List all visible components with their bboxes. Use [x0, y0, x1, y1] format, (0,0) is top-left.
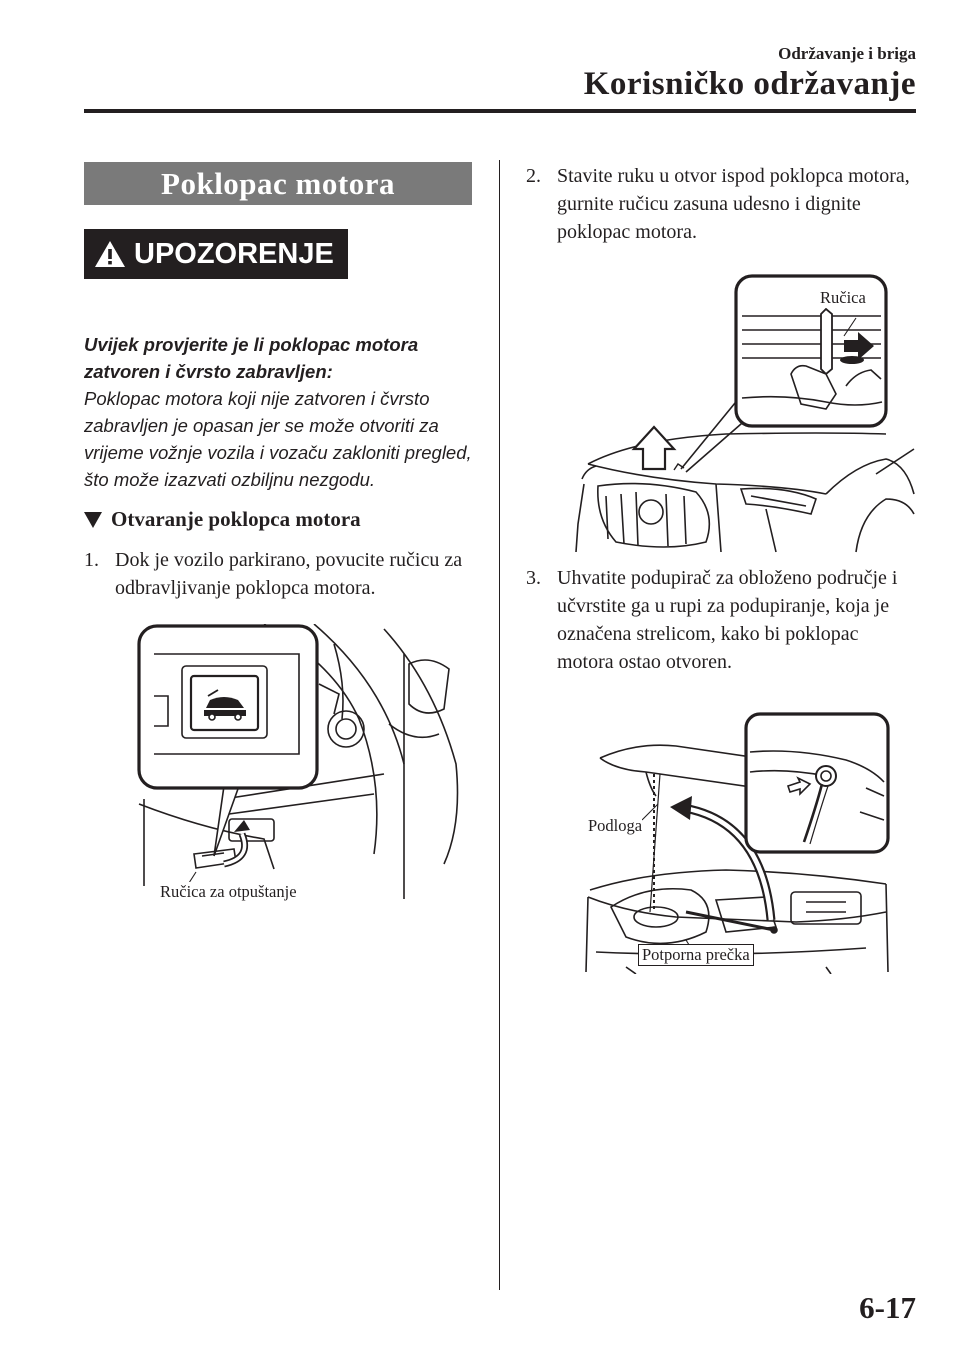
right-column [526, 162, 916, 974]
engine-bay-illustration [526, 712, 916, 974]
procedure-heading-text: Otvaranje poklopca motora [111, 507, 361, 531]
procedure-heading [84, 507, 472, 532]
dashboard-illustration [84, 624, 472, 909]
topic-title: Poklopac motora [161, 165, 395, 201]
step-number: 2. [526, 165, 541, 187]
warning-body: Poklopac motora koji nije zatvoren i čvrsto zabravljen je opasan jer se može otvoriti za vrijeme vožnje vozila i vozaču zakloniti pregled, što može izazvati ozbiljnu nezgodu. [84, 388, 472, 490]
step-text: Stavite ruku u otvor ispod poklopca motora, gurnite ručicu zasuna udesno i dignite poklopac motora. [557, 165, 910, 243]
triangle-bullet-icon [84, 512, 102, 528]
callout-release-lever: Ručica za otpuštanje [160, 882, 297, 901]
step-2 [526, 162, 916, 246]
figure-release-lever [84, 624, 472, 909]
left-column [84, 162, 472, 909]
callout-latch-lever: Ručica [820, 288, 866, 307]
warning-lead: Uvijek provjerite je li poklopac motora zatvoren i čvrsto zabravljen: [84, 334, 419, 382]
step-text: Uhvatite podupirač za obloženo područje i učvrstite ga u rupi za podupiranje, koja je označena strelicom, kako bi poklopac motora ostao otvoren. [557, 567, 898, 673]
section-title: Korisničko održavanje [583, 66, 916, 102]
step-text: Dok je vozilo parkirano, povucite ručicu za odbravljivanje poklopca motora. [115, 549, 463, 599]
chapter-title: Održavanje i briga [778, 44, 916, 63]
page-number: 6-17 [859, 1290, 916, 1325]
figure-hood-latch [526, 274, 916, 554]
callout-prop-rod: Potporna prečka [638, 944, 754, 966]
topic-title-band [84, 162, 472, 205]
step-number: 3. [526, 567, 541, 589]
callout-pad: Podloga [588, 816, 643, 835]
step-1 [84, 546, 472, 602]
car-front-illustration [526, 274, 916, 554]
warning-text [84, 331, 472, 493]
header-rule [84, 109, 916, 113]
step-3 [526, 564, 916, 676]
column-divider [499, 160, 500, 1290]
warning-badge [84, 229, 348, 279]
warning-label: UPOZORENJE [134, 237, 334, 270]
figure-prop-rod [526, 712, 916, 974]
step-number: 1. [84, 549, 99, 571]
warning-triangle-icon [94, 240, 126, 268]
